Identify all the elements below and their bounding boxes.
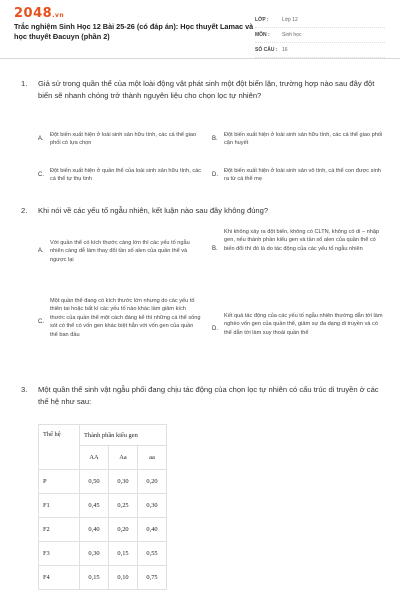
option-letter: A. (38, 248, 44, 254)
question-1 (14, 78, 386, 102)
table-cell: 0,75 (138, 566, 167, 590)
table-cell: 0,15 (80, 566, 109, 590)
meta-panel (255, 13, 385, 58)
meta-row-count (255, 43, 385, 58)
table-cell-generation: F3 (39, 542, 80, 566)
table-row (39, 518, 167, 542)
option-1c[interactable] (38, 167, 202, 184)
meta-key: LỚP : (255, 17, 269, 23)
table-cell: 0,40 (138, 518, 167, 542)
meta-value: Sinh học (282, 32, 302, 38)
question-number: 2. (21, 206, 28, 215)
table-cell-generation: P (39, 470, 80, 494)
table-cell: 0,20 (109, 518, 138, 542)
option-text: Đột biến xuất hiện ở quần thể của loài sinh sản hữu tính, các cá thể tự thụ tinh (50, 168, 202, 183)
question-text: Khi nói về các yếu tố ngẫu nhiên, kết luận nào sau đây không đúng? (38, 206, 269, 215)
table-cell: 0,15 (109, 542, 138, 566)
option-text: Với quần thể có kích thước càng lớn thì các yếu tố ngẫu nhiên càng dễ làm thay đổi tần số alen của quần thể và ngược lại (50, 240, 190, 263)
option-text: Một quần thể đang có kích thước lớn nhưng do các yếu tố thiên tai hoặc bất kì các yếu tố nào khác làm giảm kích thước của quần thể một cách đáng kể thì những cá thể sống sót có thể có vốn gen khác biệt hẳn với vốn gen của quần thể ban đầu (50, 298, 201, 338)
meta-key: MÔN : (255, 32, 270, 38)
option-text: Kết quả tác động của các yếu tố ngẫu nhiên thường dẫn tới làm nghèo vốn gen của quần thể, giảm sự đa dạng di truyền và có thể dẫn tới làm suy thoái quần thể (224, 313, 383, 336)
option-letter: B. (212, 246, 218, 252)
meta-value: 16 (282, 47, 288, 53)
table-subheader-aa-dominant: AA (80, 446, 109, 470)
table-header-generation: Thế hệ (39, 425, 80, 470)
option-letter: C. (38, 319, 44, 325)
option-text: Đột biến xuất hiện ở loài sinh sản hữu tính, các cá thể giao phối có lựa chọn (50, 132, 197, 147)
question-3 (14, 384, 386, 408)
table-cell: 0,20 (138, 470, 167, 494)
table-row (39, 470, 167, 494)
option-letter: D. (212, 172, 218, 178)
option-2c[interactable] (38, 297, 202, 339)
table-header-genotype: Thành phần kiểu gen (80, 425, 167, 446)
option-2b[interactable] (212, 228, 384, 253)
table-row (39, 566, 167, 590)
question-number: 3. (21, 385, 28, 394)
table-cell-generation: F2 (39, 518, 80, 542)
option-1a[interactable] (38, 131, 202, 148)
table-subheader-aa-hetero: Aa (109, 446, 138, 470)
table-cell: 0,30 (138, 494, 167, 518)
option-1d[interactable] (212, 167, 384, 184)
question-2 (14, 205, 386, 217)
logo-sub: .vn (52, 12, 65, 19)
option-2a[interactable] (38, 239, 202, 264)
option-letter: A. (38, 136, 44, 142)
option-letter: B. (212, 136, 218, 142)
table-row (39, 542, 167, 566)
table-subheader-aa-recessive: aa (138, 446, 167, 470)
table-cell: 0,40 (80, 518, 109, 542)
table-cell: 0,30 (109, 470, 138, 494)
question-text: Giả sử trong quần thể của một loài động vật phát sinh một đột biến lặn, trường hợp nào sau đây đột biến sẽ nhanh chóng trở thành nguyên liệu cho chọn lọc tự nhiên? (38, 79, 375, 100)
option-text: Khi không xảy ra đột biến, không có CLTN, không có di – nhập gen, nếu thành phần kiểu gen và tần số alen của quần thể có biến đổi thì đó là do tác động của các yếu tố ngẫu nhiên (224, 229, 380, 252)
table-header-row (39, 425, 167, 446)
table-cell-generation: F4 (39, 566, 80, 590)
option-letter: D. (212, 326, 218, 332)
table-cell: 0,45 (80, 494, 109, 518)
meta-row-class (255, 13, 385, 28)
option-1b[interactable] (212, 131, 384, 148)
meta-value: Lớp 12 (282, 17, 298, 23)
table-cell: 0,30 (80, 542, 109, 566)
option-text: Đột biến xuất hiện ở loài sinh sản hữu tính, các cá thể giao phối cận huyết (224, 132, 383, 147)
table-cell-generation: F1 (39, 494, 80, 518)
table-cell: 0,55 (138, 542, 167, 566)
table-cell: 0,10 (109, 566, 138, 590)
logo-main: 2048 (14, 6, 53, 21)
table-cell: 0,50 (80, 470, 109, 494)
meta-row-subject (255, 28, 385, 43)
page-header (0, 0, 400, 59)
option-2d[interactable] (212, 312, 384, 337)
option-letter: C. (38, 172, 44, 178)
option-text: Đột biến xuất hiện ở loài sinh sản vô tính, cá thể con được sinh ra từ cá thể mẹ (224, 168, 381, 183)
question-text: Một quần thể sinh vật ngẫu phối đang chịu tác động của chọn lọc tự nhiên có cấu trúc di truyền ở các thế hệ như sau: (38, 385, 379, 406)
question-number: 1. (21, 79, 28, 88)
meta-key: SỐ CÂU : (255, 47, 278, 53)
table-cell: 0,25 (109, 494, 138, 518)
page-title: Trắc nghiệm Sinh Học 12 Bài 25-26 (có đáp án): Học thuyết Lamac và học thuyết Đacuyn (phần 2) (14, 22, 254, 41)
table-row (39, 494, 167, 518)
genotype-table (38, 424, 167, 590)
site-logo[interactable] (14, 6, 64, 21)
